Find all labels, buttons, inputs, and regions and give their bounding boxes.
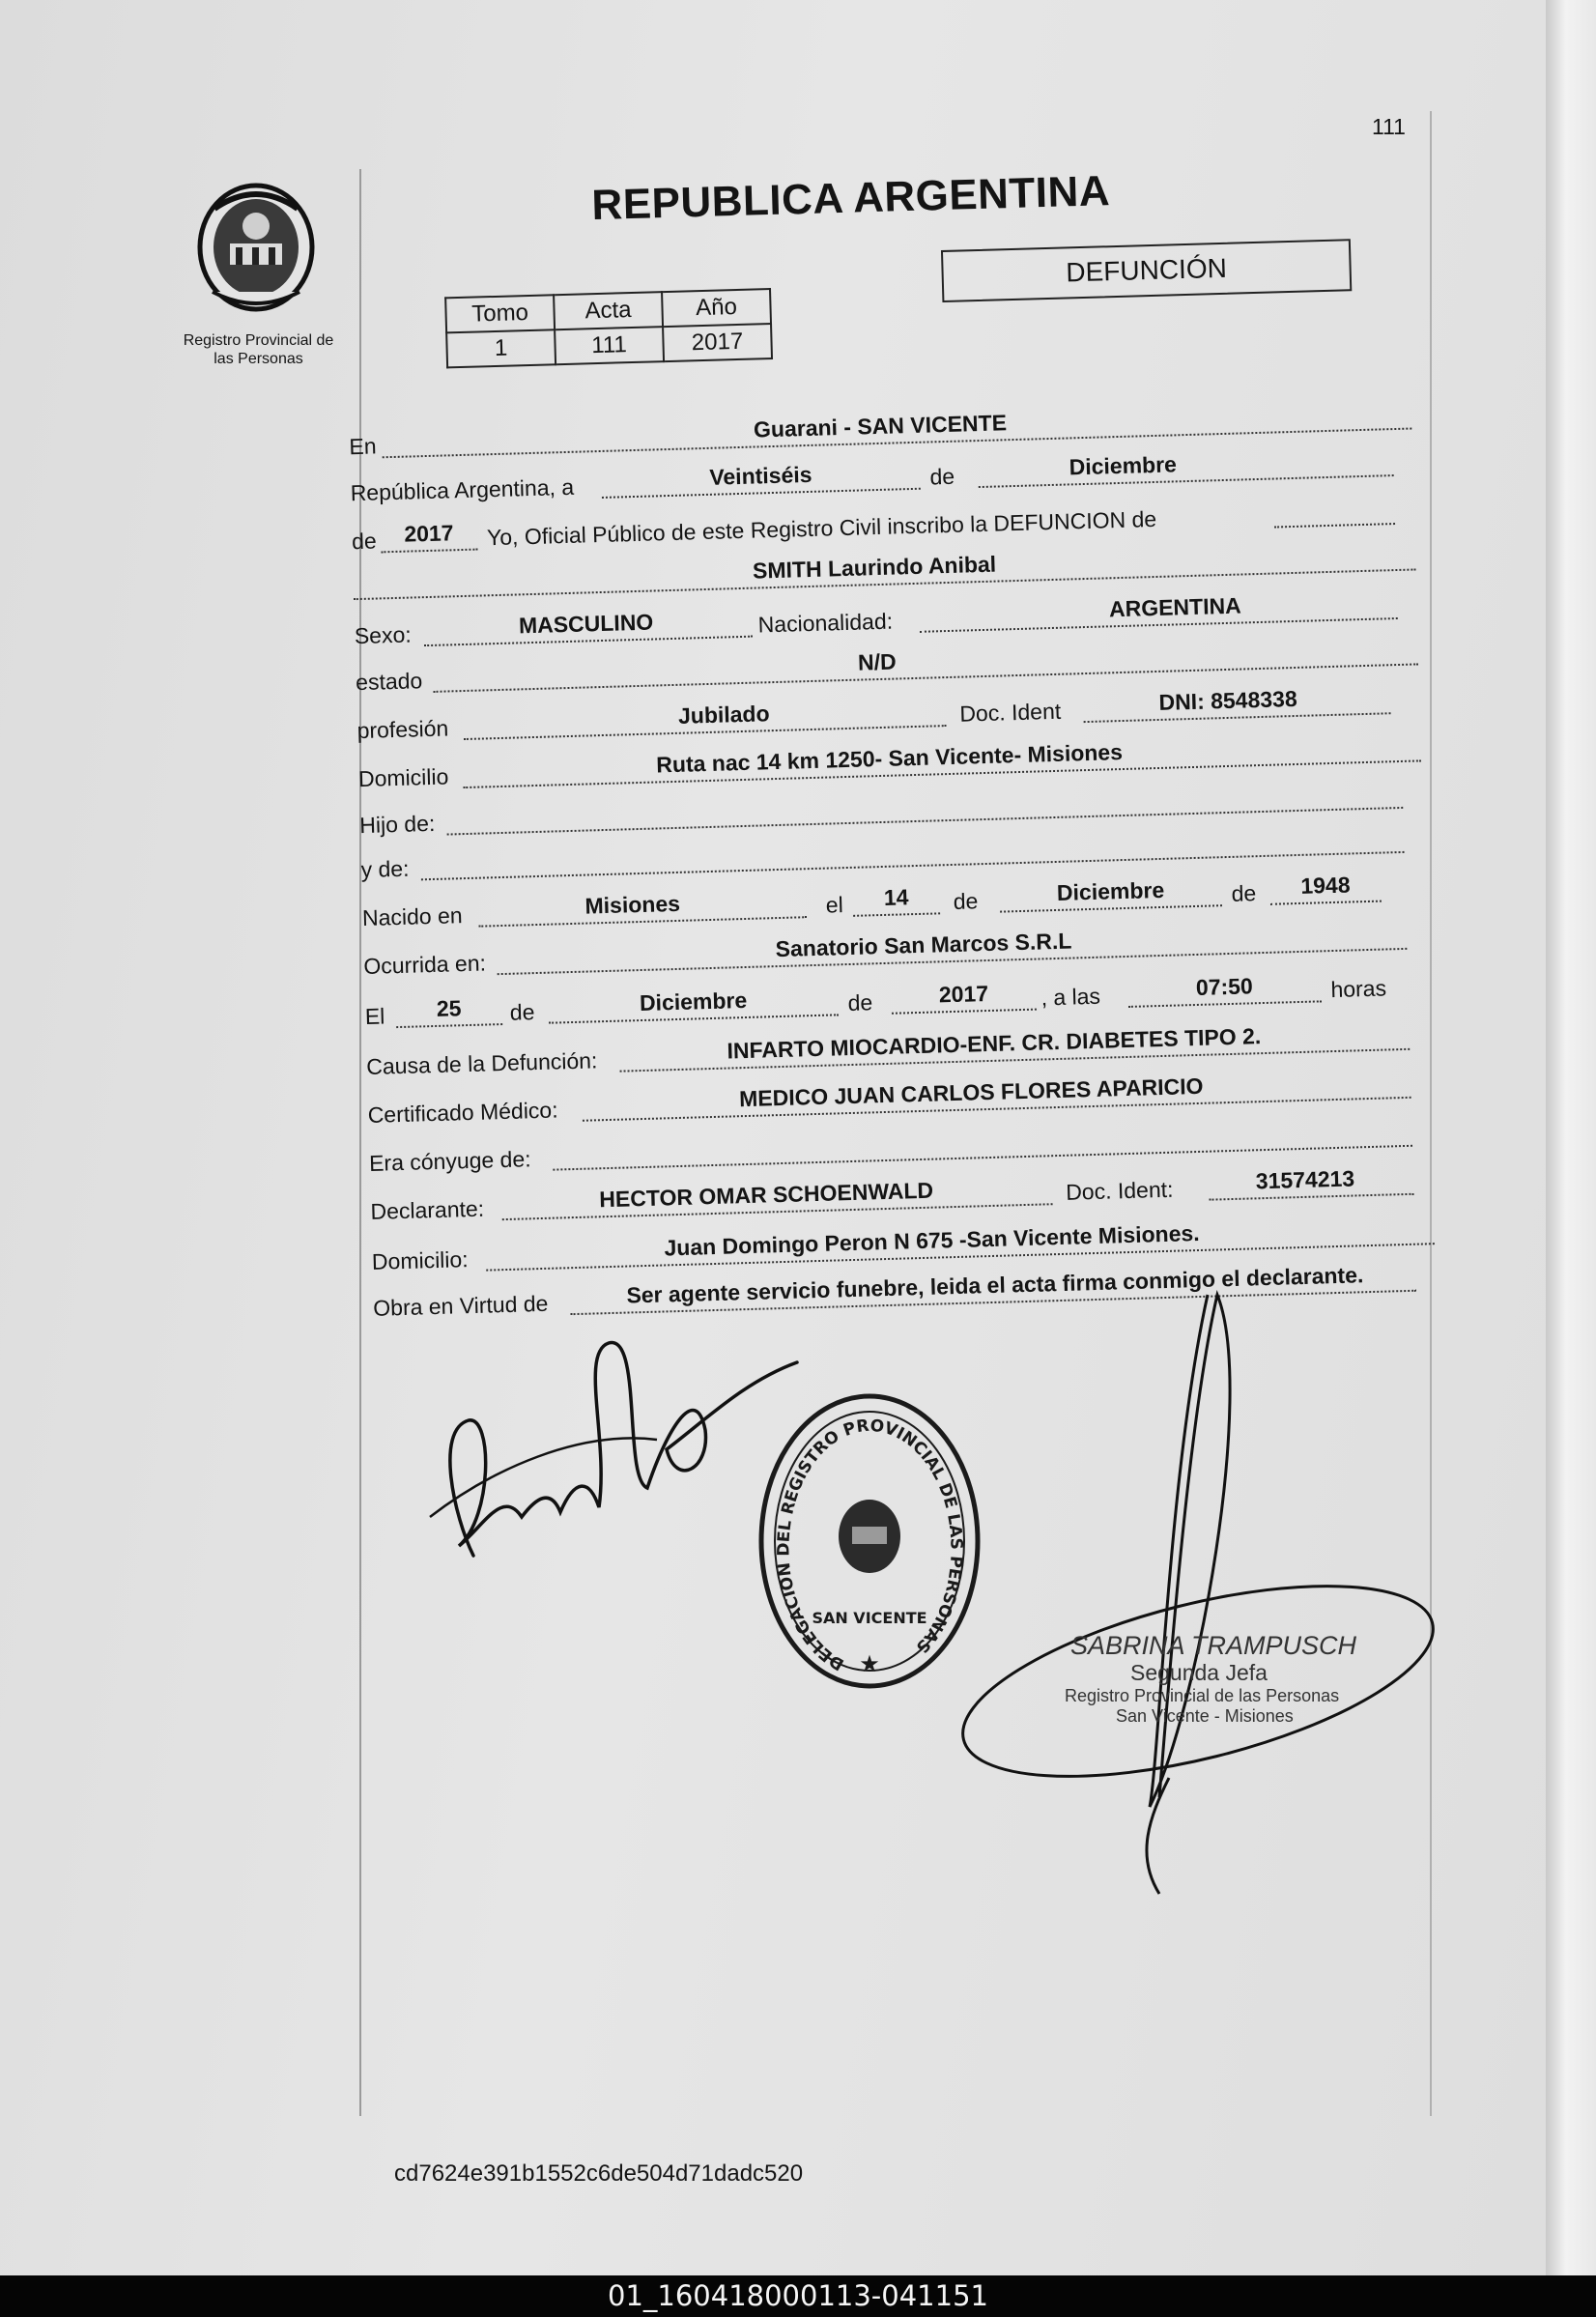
field-value-deceased-name: SMITH Laurindo Anibal (752, 551, 997, 584)
field-label: República Argentina, a (350, 473, 575, 506)
field-label: Domicilio: (371, 1246, 469, 1274)
field-value-causa: INFARTO MIOCARDIO-ENF. CR. DIABETES TIPO 2. (727, 1023, 1262, 1064)
field-value-ocurrida: Sanatorio San Marcos S.R.L (775, 928, 1072, 962)
field-value-nacionalidad: ARGENTINA (1108, 592, 1242, 622)
field-label: Hijo de: (358, 810, 436, 839)
field-label: de (847, 989, 873, 1016)
field-value-domicilio: Ruta nac 14 km 1250- San Vicente- Misiones (655, 739, 1124, 778)
stamp-ring-textpath: DELEGACION DEL REGISTRO PROVINCIAL DE LAS PERSONAS (774, 1416, 966, 1674)
record-value-acta: 111 (555, 327, 664, 364)
field-label: Sexo: (354, 621, 413, 649)
field-value-profesion: Jubilado (677, 701, 770, 729)
field-value-declarante-doc: 31574213 (1255, 1165, 1355, 1194)
field-text: Yo, Oficial Público de este Registro Civil inscribo la DEFUNCION de (486, 505, 1157, 551)
field-value-dni: DNI: 8548338 (1158, 685, 1298, 715)
field-value-birth-year: 1948 (1300, 872, 1351, 899)
document-hash: cd7624e391b1552c6de504d71dadc520 (394, 2160, 804, 2187)
page-title: REPUBLICA ARGENTINA (590, 167, 1111, 230)
field-value-domicilio-declarante: Juan Domingo Peron N 675 -San Vicente Misiones. (664, 1219, 1200, 1261)
field-row-fecha (364, 967, 1428, 1030)
field-value-death-time: 07:50 (1195, 973, 1254, 1000)
record-header-ano: Año (662, 289, 771, 327)
field-value-place: Guarani - SAN VICENTE (753, 410, 1008, 443)
field-label: , a las (1040, 983, 1101, 1011)
official-signature (927, 1275, 1439, 1903)
record-value-ano: 2017 (663, 324, 772, 361)
field-value-birth-month: Diciembre (1056, 876, 1165, 905)
dotted-line (1274, 523, 1395, 528)
field-label: profesión (356, 715, 449, 744)
field-value-death-month: Diciembre (639, 987, 748, 1016)
record-table (444, 288, 773, 368)
stamp-place: SAN VICENTE (812, 1609, 927, 1627)
dotted-line (1270, 901, 1382, 905)
official-place: San Vicente - Misiones (1116, 1706, 1294, 1726)
stamp-star-icon: ★ (859, 1651, 880, 1677)
field-label: el (825, 892, 844, 918)
field-label: de (1231, 880, 1257, 906)
field-value-death-year: 2017 (938, 980, 989, 1008)
field-label: de (351, 528, 378, 555)
record-header-tomo: Tomo (445, 295, 555, 332)
field-value-estado: N/D (857, 648, 897, 675)
record-header-acta: Acta (554, 292, 663, 329)
field-value-year: 2017 (403, 520, 454, 547)
field-value-obra: Ser agente servicio funebre, leida el acta firma conmigo el declarante. (626, 1262, 1364, 1308)
field-label: Nacido en (361, 902, 463, 931)
field-label: Ocurrida en: (363, 950, 487, 980)
dotted-line (892, 1009, 1037, 1015)
official-name: SABRINA TRAMPUSCH (1070, 1631, 1357, 1660)
field-label: Doc. Ident (958, 698, 1062, 727)
field-label: Doc. Ident: (1065, 1176, 1174, 1205)
field-label: y de: (360, 855, 410, 883)
official-role: Segunda Jefa (1130, 1660, 1268, 1685)
record-type-box: DEFUNCIÓN (941, 239, 1352, 302)
field-value-certificado: MEDICO JUAN CARLOS FLORES APARICIO (738, 1073, 1204, 1112)
field-label: Causa de la Defunción: (365, 1047, 598, 1079)
field-label: El (364, 1003, 385, 1029)
field-label: estado (355, 668, 423, 696)
dotted-line (396, 1023, 502, 1028)
field-value-sexo: MASCULINO (518, 609, 654, 639)
field-label: de (509, 999, 535, 1025)
dotted-line (381, 549, 477, 554)
field-label: Domicilio (357, 763, 449, 792)
field-label: En (349, 433, 377, 460)
field-value-declarante: HECTOR OMAR SCHOENWALD (598, 1177, 934, 1213)
file-name-label: 01_160418000113-041151 (608, 2279, 988, 2312)
field-value-day: Veintiséis (708, 461, 812, 490)
page-number: 111 (1372, 114, 1406, 139)
field-value-death-day: 25 (436, 995, 462, 1021)
record-value-tomo: 1 (446, 329, 556, 367)
field-label: Nacionalidad: (757, 608, 894, 638)
field-value-birthplace: Misiones (584, 890, 681, 919)
field-value-birth-day: 14 (883, 884, 909, 910)
field-label: Declarante: (370, 1195, 485, 1224)
field-label: Era cónyuge de: (368, 1146, 531, 1176)
field-label: Certificado Médico: (367, 1097, 558, 1128)
field-label: horas (1330, 975, 1387, 1003)
field-value-month: Diciembre (1069, 451, 1178, 480)
field-label: de (929, 463, 955, 490)
official-office: Registro Provincial de las Personas (1065, 1686, 1340, 1705)
field-label: Obra en Virtud de (372, 1290, 549, 1321)
dotted-line (853, 912, 940, 917)
registry-caption-line: las Personas (214, 351, 303, 367)
registry-caption-line: Registro Provincial de (183, 332, 334, 349)
field-label: de (953, 888, 979, 914)
